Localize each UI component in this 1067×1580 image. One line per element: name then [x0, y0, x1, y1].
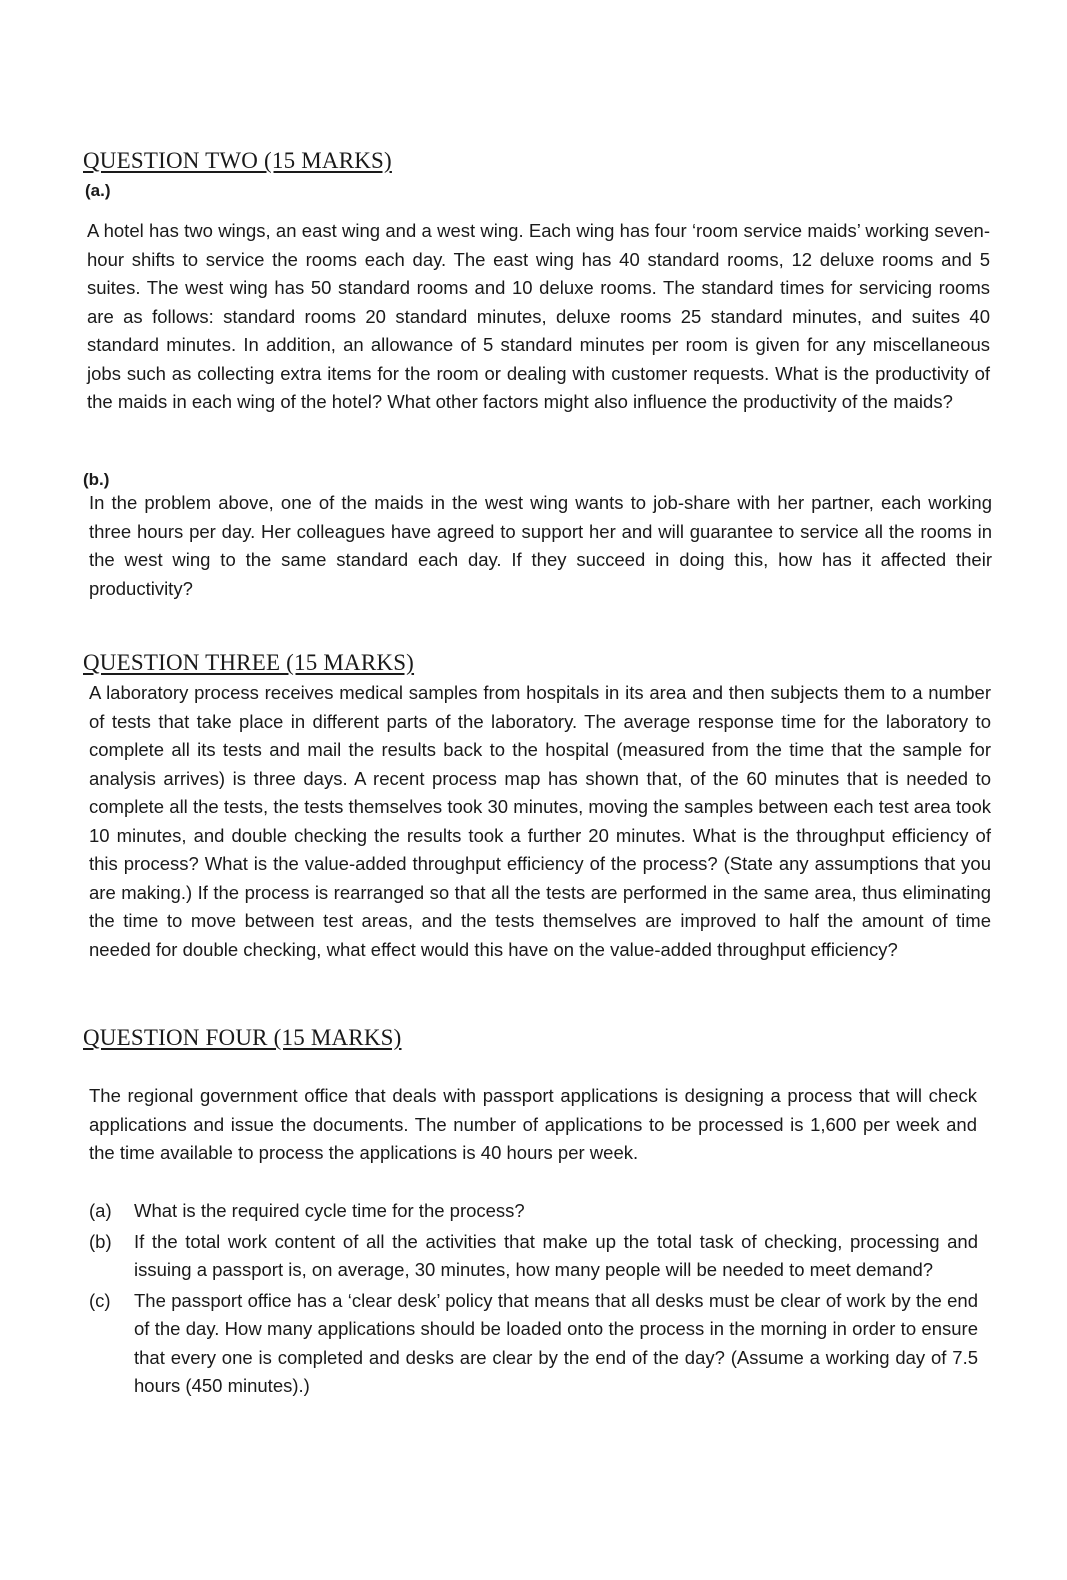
list-item — [89, 1228, 978, 1285]
question-two-part-b-label: (b.) — [83, 470, 110, 489]
question-two-part-a-label: (a.) — [85, 181, 111, 200]
list-marker: (b) — [89, 1230, 112, 1252]
question-four-subquestions — [89, 1197, 978, 1403]
question-three-heading: QUESTION THREE (15 MARKS) — [83, 650, 415, 675]
list-marker: (a) — [89, 1200, 112, 1221]
list-item — [89, 1197, 978, 1226]
question-two-heading: QUESTION TWO (15 MARKS) — [83, 148, 392, 173]
question-three-text: A laboratory process receives medical samples from hospitals in its area and then subjects them to a number of tests that take place in different parts of the laboratory. The average response time for the laboratory to complete all its tests and mail the results back to the hospital (measured from the time that the sample for analysis arrives) is three days. A recent process map has shown that, of the 60 minutes that is needed to complete all the tests, the tests themselves took 30 minutes, moving the samples between each test area took 10 minutes, and double checking the results took a further 20 minutes. What is the throughput efficiency of this process? What is the value-added throughput efficiency of the process? (State any assumptions that you are making.) If the process is rearranged so that all the tests are performed in the same area, thus eliminating the time to move between test areas, and the tests themselves are improved to half the amount of time needed for double checking, what effect would this have on the value-added throughput efficiency? — [89, 682, 991, 960]
list-marker: (c) — [89, 1289, 111, 1311]
question-four-intro: The regional government office that deals with passport applications is designing a process that will check applications and issue the documents. The number of applications to be processed is 1,600 per week and the time available to process the applications is 40 hours per week. — [89, 1085, 977, 1163]
list-item-text: The passport office has a ‘clear desk’ policy that means that all desks must be clear of work by the end of the day. How many applications should be loaded onto the process in the morning in order to ensure that every one is completed and desks are clear by the end of the day? (Assume a working day of 7.5 hours (450 minutes).) — [134, 1289, 978, 1396]
question-two-part-a-text: A hotel has two wings, an east wing and a west wing. Each wing has four ‘room service maids’ working seven-hour shifts to service the rooms each day. The east wing has 40 standard rooms, 12 deluxe rooms and 5 suites. The west wing has 50 standard rooms and 10 deluxe rooms. The standard times for servicing rooms are as follows: standard rooms 20 standard minutes, deluxe rooms 25 standard minutes, and suites 40 standard minutes. In addition, an allowance of 5 standard minutes per room is given for any miscellaneous jobs such as collecting extra items for the room or dealing with customer requests. What is the productivity of the maids in each wing of the hotel? What other factors might also influence the productivity of the maids? — [87, 220, 990, 412]
list-item-text: What is the required cycle time for the process? — [134, 1200, 525, 1221]
question-four-heading: QUESTION FOUR (15 MARKS) — [83, 1025, 402, 1050]
list-item — [89, 1287, 978, 1401]
list-item-text: If the total work content of all the activities that make up the total task of checking, processing and issuing a passport is, on average, 30 minutes, how many people will be needed to meet demand? — [134, 1230, 978, 1280]
question-two-part-b-text: In the problem above, one of the maids in the west wing wants to job-share with her partner, each working three hours per day. Her colleagues have agreed to support her and will guarantee to service all the rooms in the west wing to the same standard each day. If they succeed in doing this, how has it affected their productivity? — [89, 492, 992, 599]
